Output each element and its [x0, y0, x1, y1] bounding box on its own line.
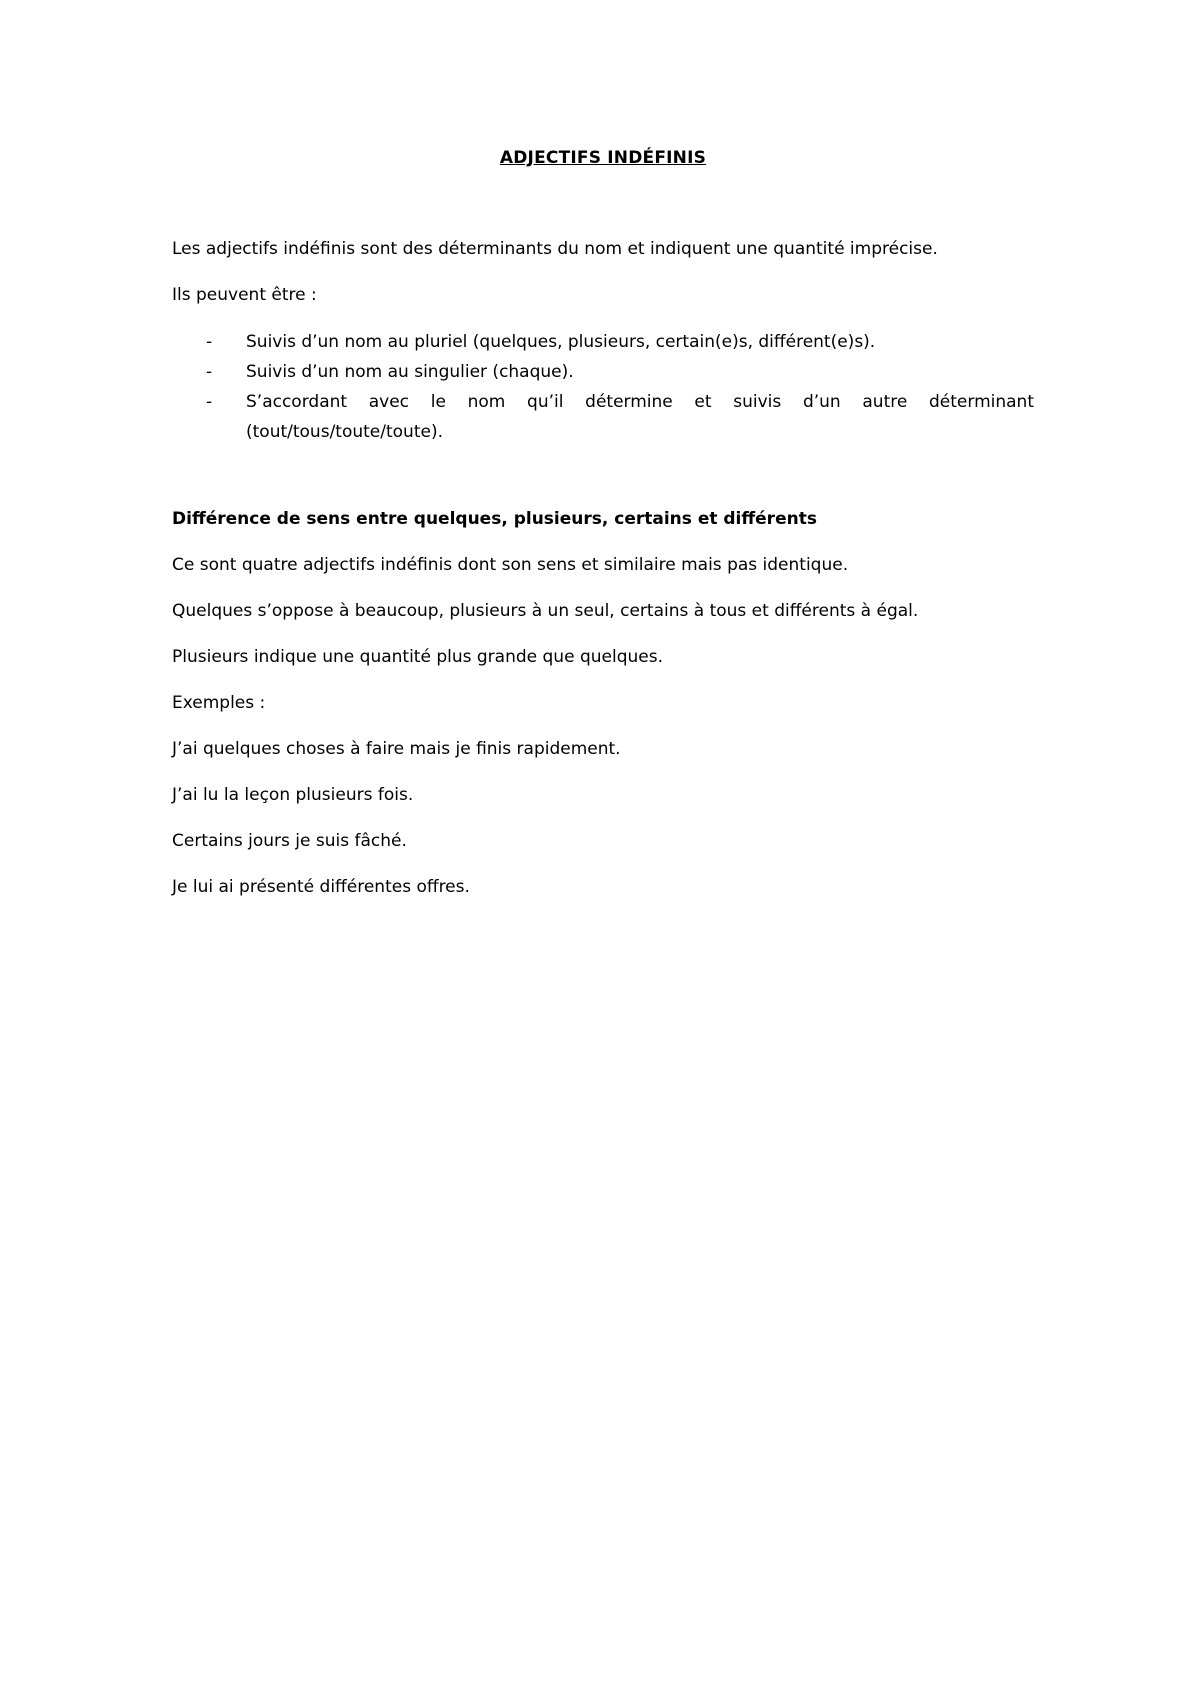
list-item-text: Suivis d’un nom au singulier (chaque). [246, 362, 574, 382]
list-item [172, 357, 1034, 387]
example-sentence: Certains jours je suis fâché. [172, 831, 407, 851]
intro-paragraph: Les adjectifs indéfinis sont des déterminants du nom et indiquent une quantité imprécise. [172, 239, 938, 259]
lead-paragraph: Ils peuvent être : [172, 285, 317, 305]
section-heading: Différence de sens entre quelques, plusieurs, certains et différents [172, 509, 817, 529]
body-paragraph: Ce sont quatre adjectifs indéfinis dont son sens et similaire mais pas identique. [172, 555, 849, 575]
body-paragraph: Plusieurs indique une quantité plus grande que quelques. [172, 647, 663, 667]
bullet-marker: - [206, 332, 213, 352]
example-sentence: Je lui ai présenté différentes offres. [172, 877, 470, 897]
body-paragraph: Quelques s’oppose à beaucoup, plusieurs à un seul, certains à tous et différents à égal. [172, 601, 919, 621]
examples-label: Exemples : [172, 693, 266, 713]
page-title: ADJECTIFS INDÉFINIS [499, 148, 707, 168]
bullet-marker: - [206, 362, 213, 382]
bullet-marker: - [206, 392, 213, 412]
example-sentence: J’ai quelques choses à faire mais je finis rapidement. [172, 739, 621, 759]
list-item-text: Suivis d’un nom au pluriel (quelques, plusieurs, certain(e)s, différent(e)s). [246, 332, 876, 352]
list-item [172, 327, 1034, 357]
example-sentence: J’ai lu la leçon plusieurs fois. [172, 785, 414, 805]
list-item [172, 387, 1034, 447]
list-item-text: S’accordant avec le nom qu’il détermine et suivis d’un autre déterminant (tout/tous/toute/toute). [246, 392, 1034, 442]
bullet-list [172, 327, 1034, 447]
